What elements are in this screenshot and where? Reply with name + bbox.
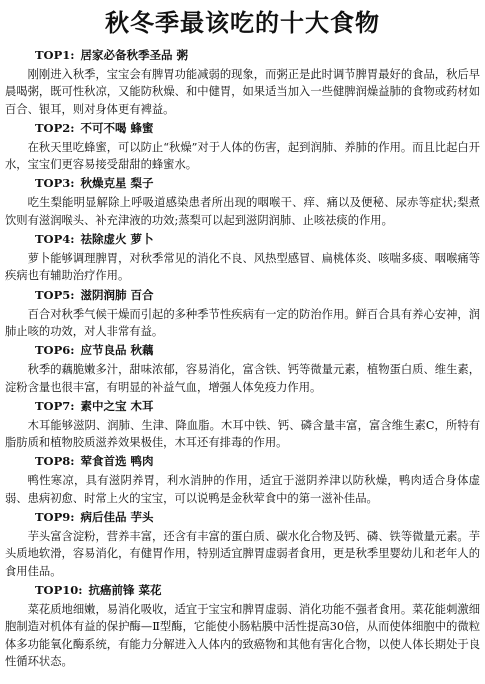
item-title: 不可不喝 蜂蜜: [80, 120, 154, 135]
item-title: 荤食首选 鸭肉: [80, 454, 154, 469]
item-heading: [5, 398, 480, 415]
item-body: 鸭性寒凉，具有滋阴养胃，利水消肿的作用，适宜于滋阴养津以防秋燥，鸭肉适合身体虚弱、患病初愈、时常上火的宝宝，可以说鸭是金秋荤食中的第一滋补佳品。: [5, 474, 480, 505]
item-title: 居家必备秋季圣品 粥: [80, 48, 188, 62]
item-rank: TOP7:: [35, 398, 75, 413]
item-title: 滋阴润肺 百合: [80, 287, 154, 302]
item-title: 秋燥克星 梨子: [80, 176, 154, 191]
item-heading: [5, 120, 480, 137]
list-item: [5, 582, 480, 670]
list-item: [5, 342, 480, 396]
item-rank: TOP1:: [35, 48, 75, 62]
item-rank: TOP9:: [35, 510, 75, 525]
list-item: [5, 175, 480, 229]
item-title: 应节良品 秋藕: [80, 343, 154, 358]
item-heading: [5, 231, 480, 248]
item-heading: [5, 287, 480, 304]
item-body: 秋季的藕脆嫩多汁，甜味浓郁，容易消化，富含铁、钙等微量元素，植物蛋白质、维生素，淀粉含量也很丰富，有明显的补益气血，增强人体免疫力作用。: [5, 363, 480, 394]
item-rank: TOP10:: [35, 582, 83, 597]
item-body: 菜花质地细嫩，易消化吸收，适宜于宝宝和脾胃虚弱、消化功能不强者食用。菜花能刺激细胞制造对机体有益的保护酶—Ⅱ型酶，它能使小肠粘膜中活性提高30倍，从而使体细胞中的微粒体多功能氧化酶系统，有能力分解进入人体内的致癌物和其他有害化合物，以使人体长期处于良性循环状态。: [5, 602, 480, 668]
item-body: 芋头富含淀粉，营养丰富，还含有丰富的蛋白质、碳水化合物及钙、磷、铁等微量元素。芋头质地软滑，容易消化，有健胃作用，特别适宜脾胃虚弱者食用，更是秋季里婴幼儿和老年人的食用佳品。: [5, 530, 480, 578]
item-body: 木耳能够滋阴、润肺、生津、降血脂。木耳中铁、钙、磷含量丰富，富含维生素C，所特有脂肪质和植物胶质滋养效果极佳，木耳还有排毒的作用。: [5, 418, 480, 450]
list-item: [5, 287, 480, 341]
item-rank: TOP4:: [35, 232, 75, 247]
list-item: [5, 120, 480, 174]
list-item: [5, 231, 480, 285]
item-rank: TOP2:: [35, 120, 75, 135]
item-body: 百合对秋季气候干燥而引起的多种季节性疾病有一定的防治作用。鲜百合具有养心安神，润肺止咳的功效，对人非常有益。: [5, 307, 480, 338]
list-item: [5, 398, 480, 452]
item-rank: TOP6:: [35, 343, 75, 358]
item-heading: [5, 47, 480, 64]
item-rank: TOP3:: [35, 176, 75, 191]
item-heading: [5, 175, 480, 192]
item-body: 吃生梨能明显解除上呼吸道感染患者所出现的咽喉干、痒、痛以及便秘、尿赤等症状;梨煮饮则有滋润喉头、补充津液的功效;蒸梨可以起到滋阴润肺、止咳祛痰的作用。: [5, 196, 480, 227]
item-heading: [5, 509, 480, 526]
item-rank: TOP8:: [35, 454, 75, 469]
item-heading: [5, 582, 480, 599]
item-heading: [5, 453, 480, 470]
list-item: [5, 453, 480, 507]
page-title: 秋冬季最该吃的十大食物: [105, 8, 380, 37]
list-item: [5, 509, 480, 580]
item-title: 祛除虚火 萝卜: [80, 232, 154, 247]
item-body: 萝卜能够调理脾胃，对秋季常见的消化不良、风热型感冒、扁桃体炎、咳喘多痰、咽喉痛等疾病也有辅助治疗作用。: [5, 252, 480, 283]
item-body: 在秋天里吃蜂蜜，可以防止“秋燥”对于人体的伤害，起到润肺、养肺的作用。而且比起白开水，宝宝们更容易接受甜甜的蜂蜜水。: [5, 140, 480, 172]
item-title: 抗癌前锋 菜花: [88, 582, 162, 597]
item-rank: TOP5:: [35, 287, 75, 302]
item-heading: [5, 342, 480, 359]
food-list: [5, 47, 480, 670]
item-body: 刚刚进入秋季，宝宝会有脾胃功能减弱的现象，而粥正是此时调节脾胃最好的食品，秋后早晨喝粥，既可性秋凉，又能防秋燥、和中健胃，如果适当加入一些健脾润燥益肺的食物或药材如百合、银耳，则对身体更有裨益。: [5, 68, 480, 116]
list-item: [5, 47, 480, 118]
item-title: 素中之宝 木耳: [80, 398, 154, 413]
item-title: 病后佳品 芋头: [80, 510, 154, 525]
